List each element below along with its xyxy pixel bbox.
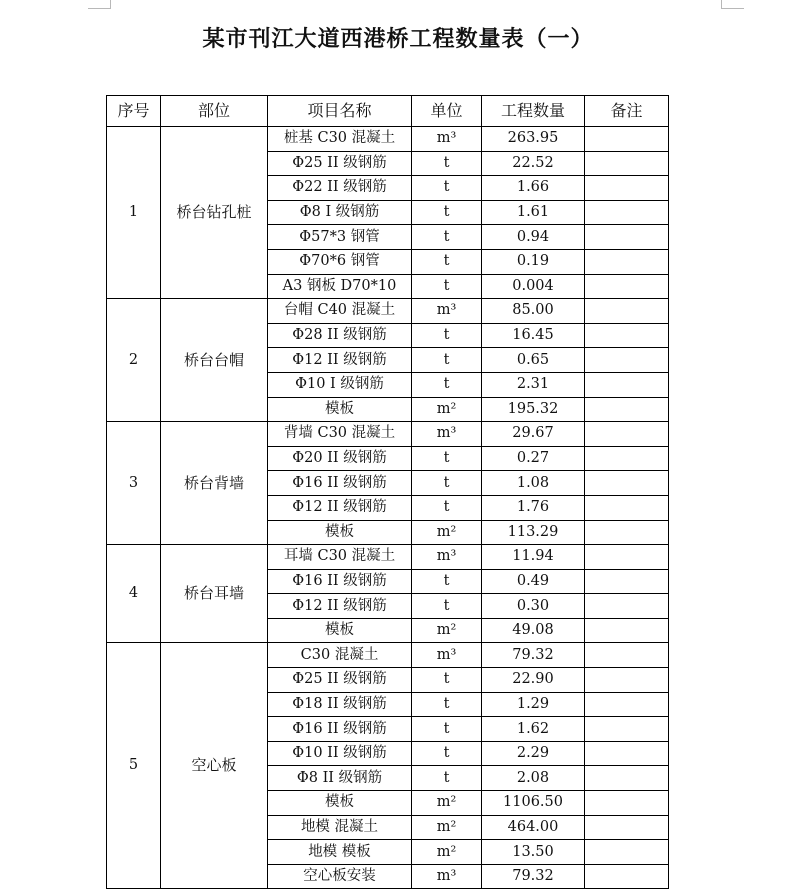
remark-cell [585,840,669,865]
unit-cell: t [412,200,482,225]
header-cell: 项目名称 [268,96,412,127]
quantity-cell: 29.67 [482,422,585,447]
table-row [107,545,669,570]
document-title: 某市刊江大道西港桥工程数量表（一） [202,26,594,52]
item-name-cell: Φ25 II 级钢筋 [268,151,412,176]
remark-cell [585,471,669,496]
remark-cell [585,274,669,299]
item-name-cell: A3 钢板 D70*10 [268,274,412,299]
quantity-cell: 113.29 [482,520,585,545]
row-number-cell: 3 [107,422,161,545]
item-name-cell: 模板 [268,520,412,545]
unit-cell: t [412,151,482,176]
remark-cell [585,348,669,373]
remark-cell [585,200,669,225]
unit-cell: m² [412,520,482,545]
unit-cell: m² [412,840,482,865]
item-name-cell: 背墙 C30 混凝土 [268,422,412,447]
unit-cell: t [412,594,482,619]
quantity-cell: 1.62 [482,717,585,742]
remark-cell [585,151,669,176]
quantity-cell: 22.52 [482,151,585,176]
quantity-cell: 22.90 [482,668,585,693]
remark-cell [585,618,669,643]
remark-cell [585,446,669,471]
quantity-cell: 79.32 [482,643,585,668]
remark-cell [585,299,669,324]
page-corner-mark-left [88,0,111,9]
item-name-cell: 空心板安装 [268,864,412,889]
unit-cell: t [412,372,482,397]
header-cell: 备注 [585,96,669,127]
unit-cell: t [412,471,482,496]
item-name-cell: Φ28 II 级钢筋 [268,323,412,348]
remark-cell [585,569,669,594]
unit-cell: m³ [412,545,482,570]
remark-cell [585,717,669,742]
item-name-cell: Φ12 II 级钢筋 [268,348,412,373]
unit-cell: t [412,495,482,520]
unit-cell: t [412,176,482,201]
unit-cell: t [412,766,482,791]
quantity-cell: 0.27 [482,446,585,471]
quantity-cell: 0.19 [482,249,585,274]
part-cell: 桥台台帽 [161,299,268,422]
remark-cell [585,545,669,570]
quantity-cell: 0.004 [482,274,585,299]
quantity-cell: 464.00 [482,815,585,840]
remark-cell [585,643,669,668]
unit-cell: m² [412,618,482,643]
quantity-cell: 0.49 [482,569,585,594]
unit-cell: m³ [412,299,482,324]
row-number-cell: 5 [107,643,161,889]
row-number-cell: 4 [107,545,161,643]
remark-cell [585,422,669,447]
quantity-cell: 16.45 [482,323,585,348]
remark-cell [585,668,669,693]
quantity-cell: 1106.50 [482,791,585,816]
item-name-cell: 桩基 C30 混凝土 [268,127,412,152]
remark-cell [585,249,669,274]
unit-cell: t [412,569,482,594]
remark-cell [585,225,669,250]
unit-cell: t [412,692,482,717]
unit-cell: t [412,741,482,766]
quantity-cell: 13.50 [482,840,585,865]
item-name-cell: Φ8 I 级钢筋 [268,200,412,225]
remark-cell [585,815,669,840]
remark-cell [585,397,669,422]
item-name-cell: Φ16 II 级钢筋 [268,569,412,594]
unit-cell: t [412,446,482,471]
header-cell: 部位 [161,96,268,127]
remark-cell [585,520,669,545]
unit-cell: t [412,274,482,299]
item-name-cell: 地模 混凝土 [268,815,412,840]
table-row [107,643,669,668]
unit-cell: m³ [412,864,482,889]
unit-cell: m² [412,815,482,840]
unit-cell: t [412,717,482,742]
unit-cell: t [412,668,482,693]
quantity-cell: 1.08 [482,471,585,496]
unit-cell: m³ [412,422,482,447]
row-number-cell: 1 [107,127,161,299]
unit-cell: m² [412,791,482,816]
item-name-cell: Φ8 II 级钢筋 [268,766,412,791]
item-name-cell: Φ70*6 钢管 [268,249,412,274]
row-number-cell: 2 [107,299,161,422]
item-name-cell: Φ16 II 级钢筋 [268,471,412,496]
quantity-cell: 0.30 [482,594,585,619]
page-corner-mark-right [721,0,744,9]
part-cell: 空心板 [161,643,268,889]
remark-cell [585,127,669,152]
quantity-cell: 2.31 [482,372,585,397]
remark-cell [585,594,669,619]
item-name-cell: Φ12 II 级钢筋 [268,594,412,619]
item-name-cell: Φ25 II 级钢筋 [268,668,412,693]
remark-cell [585,692,669,717]
item-name-cell: 地模 模板 [268,840,412,865]
table-row [107,299,669,324]
unit-cell: t [412,225,482,250]
remark-cell [585,176,669,201]
unit-cell: t [412,348,482,373]
remark-cell [585,864,669,889]
item-name-cell: Φ10 II 级钢筋 [268,741,412,766]
item-name-cell: Φ10 I 级钢筋 [268,372,412,397]
quantity-cell: 2.29 [482,741,585,766]
remark-cell [585,495,669,520]
item-name-cell: 模板 [268,397,412,422]
part-cell: 桥台背墙 [161,422,268,545]
quantity-cell: 263.95 [482,127,585,152]
quantity-cell: 1.29 [482,692,585,717]
remark-cell [585,766,669,791]
item-name-cell: Φ16 II 级钢筋 [268,717,412,742]
item-name-cell: 台帽 C40 混凝土 [268,299,412,324]
unit-cell: t [412,323,482,348]
unit-cell: m³ [412,643,482,668]
item-name-cell: C30 混凝土 [268,643,412,668]
remark-cell [585,741,669,766]
part-cell: 桥台钻孔桩 [161,127,268,299]
item-name-cell: Φ57*3 钢管 [268,225,412,250]
quantity-cell: 11.94 [482,545,585,570]
header-cell: 工程数量 [482,96,585,127]
quantity-cell: 195.32 [482,397,585,422]
item-name-cell: Φ20 II 级钢筋 [268,446,412,471]
table-body [107,127,669,889]
quantity-cell: 0.65 [482,348,585,373]
item-name-cell: Φ12 II 级钢筋 [268,495,412,520]
header-cell: 单位 [412,96,482,127]
unit-cell: t [412,249,482,274]
quantity-cell: 1.66 [482,176,585,201]
quantity-cell: 2.08 [482,766,585,791]
quantity-cell: 79.32 [482,864,585,889]
unit-cell: m² [412,397,482,422]
part-cell: 桥台耳墙 [161,545,268,643]
remark-cell [585,791,669,816]
quantity-cell: 49.08 [482,618,585,643]
quantity-cell: 1.61 [482,200,585,225]
item-name-cell: 耳墙 C30 混凝土 [268,545,412,570]
unit-cell: m³ [412,127,482,152]
item-name-cell: 模板 [268,791,412,816]
table-row [107,422,669,447]
item-name-cell: Φ18 II 级钢筋 [268,692,412,717]
quantity-cell: 85.00 [482,299,585,324]
item-name-cell: Φ22 II 级钢筋 [268,176,412,201]
header-cell: 序号 [107,96,161,127]
item-name-cell: 模板 [268,618,412,643]
quantity-table [106,95,669,889]
quantity-cell: 0.94 [482,225,585,250]
table-header-row [107,96,669,127]
quantity-cell: 1.76 [482,495,585,520]
table-row [107,127,669,152]
remark-cell [585,323,669,348]
remark-cell [585,372,669,397]
